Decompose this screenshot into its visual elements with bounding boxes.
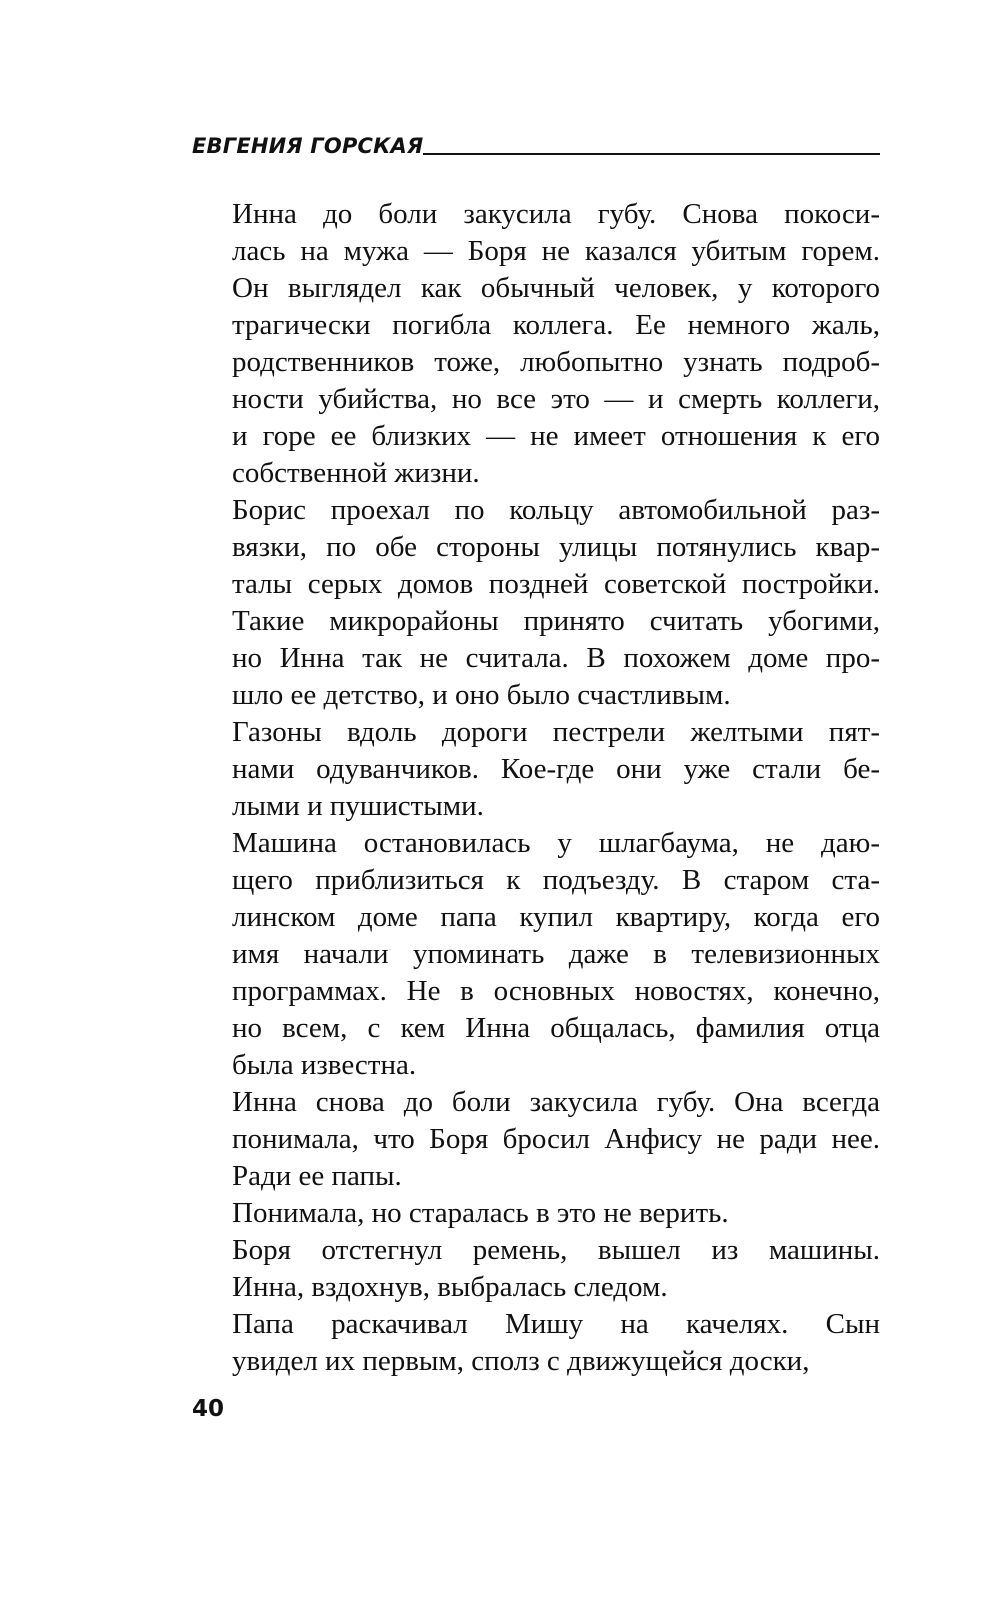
paragraph bbox=[192, 1306, 880, 1380]
text-line: лыми и пушистыми. bbox=[232, 790, 484, 822]
text-line: была известна. bbox=[232, 1049, 417, 1081]
text-line: Ради ее папы. bbox=[232, 1160, 402, 1192]
text-line: Он выглядел как обычный человек, у которого bbox=[232, 272, 880, 304]
body-text bbox=[192, 196, 880, 1380]
text-line: шло ее детство, и оно было счастливым. bbox=[232, 679, 731, 711]
text-line: Инна до боли закусила губу. Снова покоси- bbox=[232, 198, 880, 230]
text-line: понимала, что Боря бросил Анфису не ради нее. bbox=[232, 1123, 880, 1155]
text-line: Борис проехал по кольцу автомобильной раз- bbox=[232, 494, 880, 526]
text-line: Газоны вдоль дороги пестрели желтыми пят- bbox=[232, 716, 880, 748]
text-line: но Инна так не считала. В похожем доме про- bbox=[232, 642, 880, 674]
page-number: 40 bbox=[192, 1396, 225, 1422]
text-line: трагически погибла коллега. Ее немного жаль, bbox=[232, 309, 880, 341]
text-line: но всем, с кем Инна общалась, фамилия отца bbox=[232, 1012, 880, 1044]
text-line: программах. Не в основных новостях, конечно, bbox=[232, 975, 880, 1007]
text-line: увидел их первым, сполз с движущейся доски, bbox=[232, 1345, 810, 1377]
text-line: ности убийства, но все это — и смерть коллеги, bbox=[232, 383, 880, 415]
text-line: Папа раскачивал Мишу на качелях. Сын bbox=[232, 1308, 880, 1340]
text-line: и горе ее близких — не имеет отношения к его bbox=[232, 420, 880, 452]
paragraph bbox=[192, 492, 880, 714]
text-line: Инна, вздохнув, выбралась следом. bbox=[232, 1271, 668, 1303]
text-line: собственной жизни. bbox=[232, 457, 480, 489]
paragraph bbox=[192, 1195, 880, 1232]
text-line: Боря отстегнул ремень, вышел из машины. bbox=[232, 1234, 880, 1266]
running-head-rule bbox=[423, 153, 880, 155]
text-line: линском доме папа купил квартиру, когда его bbox=[232, 901, 880, 933]
text-line: Такие микрорайоны принято считать убогими, bbox=[232, 605, 880, 637]
text-line: имя начали упоминать даже в телевизионных bbox=[232, 938, 880, 970]
text-line: лась на мужа — Боря не казался убитым горем. bbox=[232, 235, 880, 267]
paragraph bbox=[192, 196, 880, 492]
text-line: нами одуванчиков. Кое-где они уже стали бе- bbox=[232, 753, 880, 785]
text-line: талы серых домов поздней советской постройки. bbox=[232, 568, 880, 600]
text-line: Машина остановилась у шлагбаума, не даю- bbox=[232, 827, 880, 859]
text-line: вязки, по обе стороны улицы потянулись квар- bbox=[232, 531, 880, 563]
text-line: родственников тоже, любопытно узнать подроб- bbox=[232, 346, 880, 378]
text-line: Понимала, но старалась в это не верить. bbox=[232, 1197, 729, 1229]
paragraph bbox=[192, 1084, 880, 1195]
running-head bbox=[192, 134, 880, 158]
running-head-author: ЕВГЕНИЯ ГОРСКАЯ bbox=[192, 134, 424, 158]
paragraph bbox=[192, 825, 880, 1084]
paragraph bbox=[192, 714, 880, 825]
paragraph bbox=[192, 1232, 880, 1306]
text-line: щего приблизиться к подъезду. В старом ста- bbox=[232, 864, 880, 896]
text-line: Инна снова до боли закусила губу. Она всегда bbox=[232, 1086, 880, 1118]
